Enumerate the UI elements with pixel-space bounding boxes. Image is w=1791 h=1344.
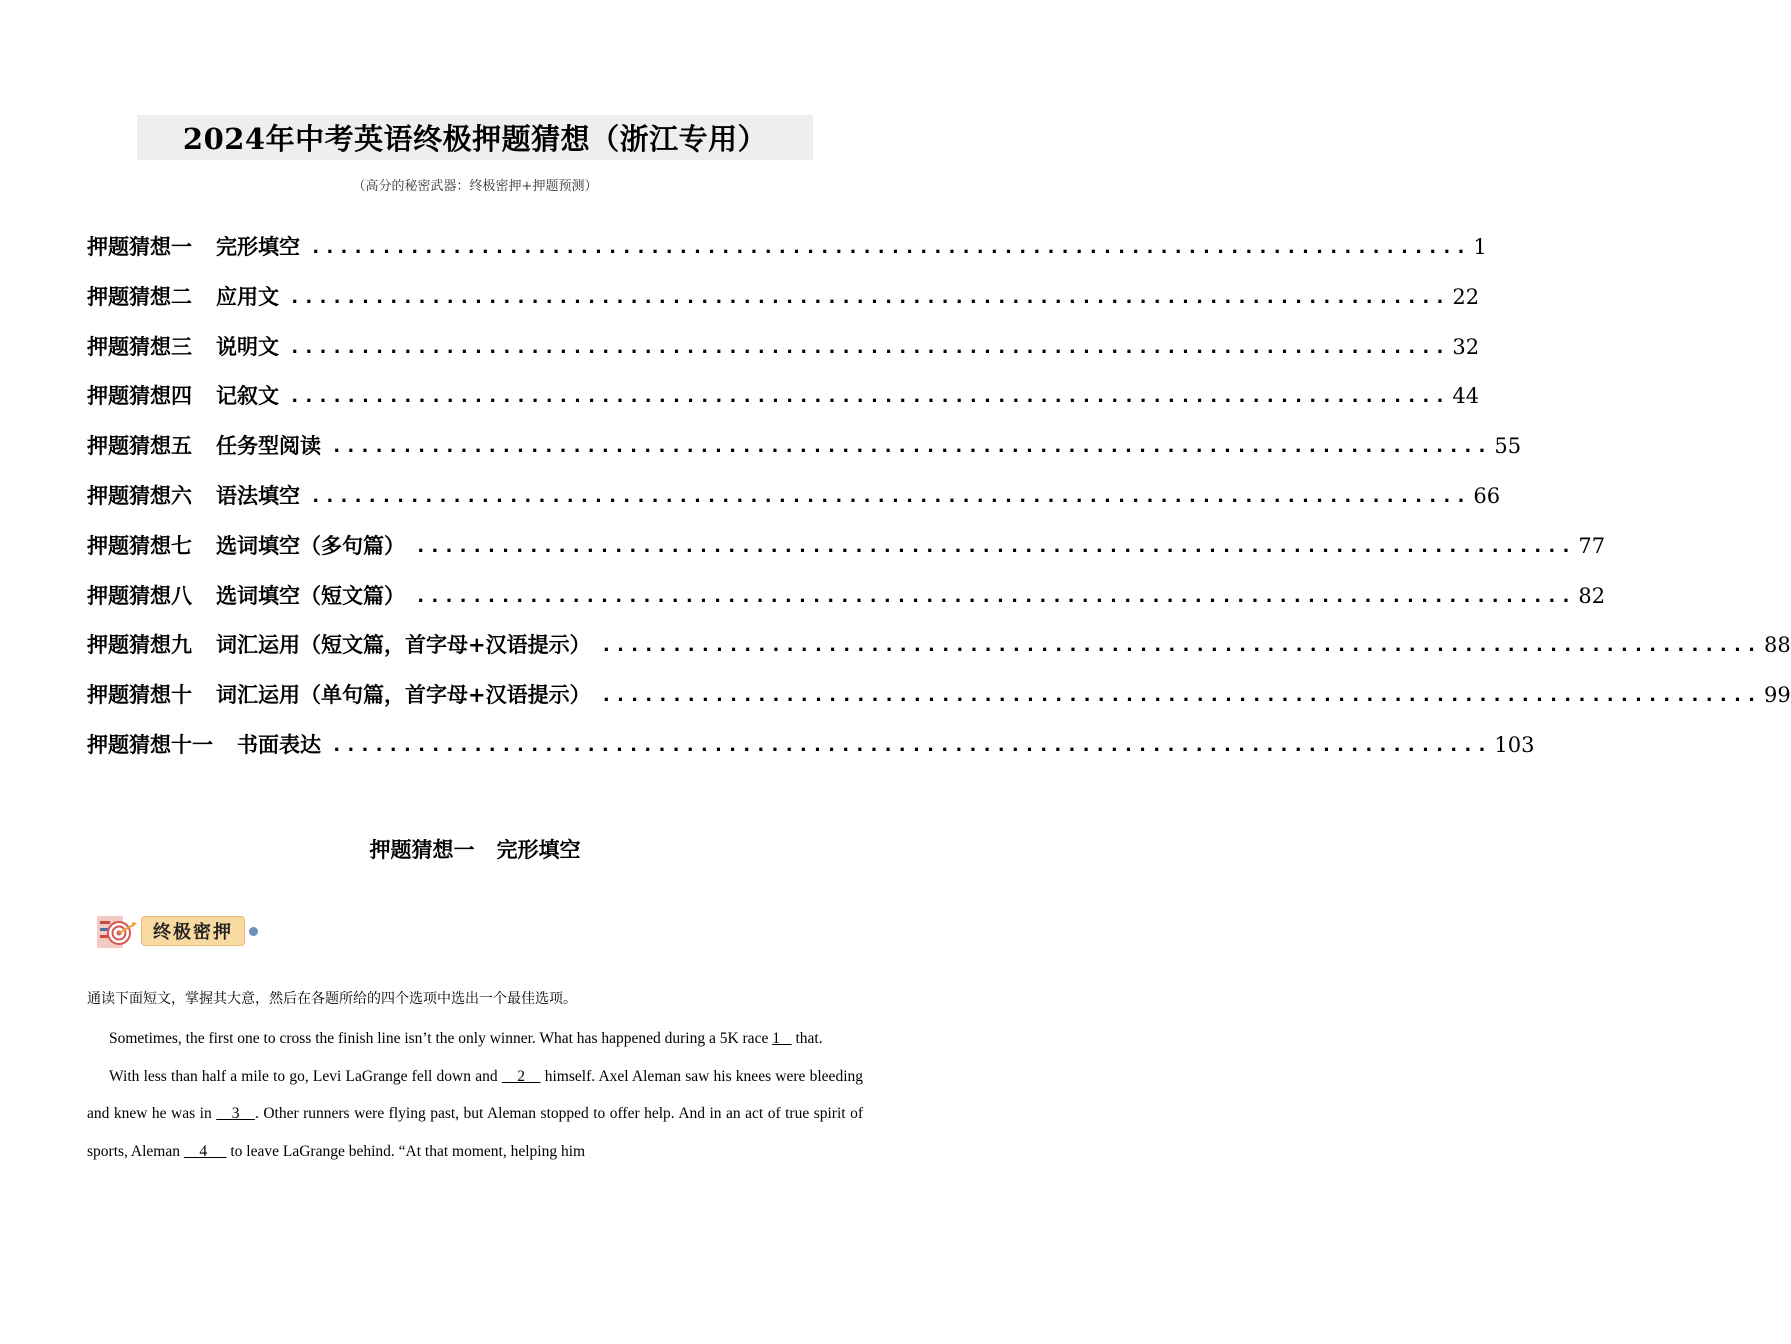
toc-entry-page: 88: [1764, 633, 1791, 658]
toc-entry-label: 押题猜想五: [87, 434, 192, 459]
toc-dot-leader: ..................................................................................: [600, 684, 1761, 707]
toc-entry[interactable]: [87, 529, 1606, 579]
toc-entry[interactable]: [87, 728, 1535, 778]
toc-entry-label: 押题猜想二: [87, 284, 192, 309]
toc-entry-title: 说明文: [216, 334, 279, 359]
toc-entry-title: 词汇运用（短文篇，首字母+汉语提示）: [216, 633, 591, 658]
toc-entry-title: 任务型阅读: [216, 434, 321, 459]
toc-entry[interactable]: [87, 678, 1791, 728]
blank-2: 2: [501, 1067, 541, 1085]
toc-dot-leader: ..................................................................................: [600, 634, 1761, 657]
title-banner: [137, 115, 813, 160]
toc-entry-label: 押题猜想三: [87, 334, 192, 359]
passage-text: to leave LaGrange behind. “At that moment, helping him: [226, 1142, 586, 1160]
passage-text: With less than half a mile to go, Levi LaGrange fell down and: [109, 1067, 502, 1085]
toc-entry[interactable]: [87, 479, 1501, 529]
toc-entry-title: 词汇运用（单句篇，首字母+汉语提示）: [216, 683, 591, 708]
passage-text: himself. Axel Aleman saw his knees were bleeding and knew he was in: [87, 1067, 863, 1122]
toc-entry-label: 押题猜想六: [87, 483, 192, 508]
toc-entry[interactable]: [87, 579, 1606, 629]
toc-entry-label: 押题猜想七: [87, 533, 192, 558]
toc-entry[interactable]: [87, 280, 1480, 330]
toc-dot-leader: ..................................................................................: [331, 435, 1491, 458]
toc-entry-label: 押题猜想十一: [87, 732, 213, 757]
passage-text: that.: [791, 1030, 823, 1047]
passage-paragraph: [87, 1058, 863, 1171]
toc-entry-label: 押题猜想四: [87, 384, 192, 409]
toc-entry-title: 选词填空（多句篇）: [216, 533, 405, 558]
toc-dot-leader: ..................................................................................: [310, 484, 1470, 507]
toc-entry-title: 记叙文: [216, 384, 279, 409]
blank-3: 3: [216, 1105, 255, 1122]
toc-entry-label: 押题猜想一: [87, 235, 192, 259]
badge-dot: [249, 927, 258, 936]
passage-text: Sometimes, the first one to cross the finish line isn’t the only winner. What has happened during a 5K race: [109, 1030, 773, 1047]
section-badge: [95, 913, 259, 951]
target-icon: [95, 913, 141, 951]
toc-entry[interactable]: [87, 230, 1487, 280]
toc-entry-page: 82: [1578, 583, 1606, 608]
toc-entry-page: 66: [1473, 483, 1501, 508]
toc-entry-title: 书面表达: [237, 732, 321, 757]
section-heading: 押题猜想一 完形填空: [369, 838, 581, 862]
blank-4: 4: [183, 1142, 227, 1160]
toc-entry-title: 完形填空: [216, 235, 300, 259]
toc-entry[interactable]: [87, 379, 1480, 429]
toc-entry-page: 103: [1494, 732, 1535, 757]
toc-entry-page: 55: [1494, 434, 1522, 459]
toc-entry[interactable]: [87, 628, 1791, 678]
badge-label: 终极密押: [153, 922, 233, 943]
passage-paragraph: [87, 1020, 863, 1058]
toc-dot-leader: ..................................................................................: [415, 534, 1575, 557]
toc-entry[interactable]: [87, 330, 1480, 380]
toc-entry-page: 77: [1578, 533, 1606, 558]
cloze-passage: [87, 1020, 863, 1170]
blank-1: 1: [772, 1030, 792, 1047]
toc-entry-label: 押题猜想十: [87, 683, 192, 708]
toc-entry-label: 押题猜想九: [87, 633, 192, 658]
toc-entry-page: 22: [1452, 284, 1480, 309]
toc-dot-leader: ..................................................................................: [310, 236, 1470, 258]
document-subtitle: （高分的秘密武器：终极密押+押题预测）: [352, 179, 598, 194]
passage-text: . Other runners were flying past, but Aleman stopped to offer help. And in an act of true spirit of sports, Aleman: [87, 1105, 863, 1160]
toc-entry-title: 应用文: [216, 284, 279, 309]
instruction-text: 通读下面短文，掌握其大意，然后在各题所给的四个选项中选出一个最佳选项。: [87, 991, 577, 1007]
toc-entry-page: 1: [1473, 235, 1487, 259]
table-of-contents: [87, 230, 1791, 778]
toc-entry-label: 押题猜想八: [87, 583, 192, 608]
toc-dot-leader: ..................................................................................: [289, 285, 1449, 308]
toc-entry-page: 99: [1764, 683, 1791, 708]
toc-dot-leader: ..................................................................................: [331, 733, 1491, 756]
toc-entry[interactable]: [87, 429, 1522, 479]
toc-entry-title: 选词填空（短文篇）: [216, 583, 405, 608]
toc-entry-page: 32: [1452, 334, 1480, 359]
toc-dot-leader: ..................................................................................: [289, 335, 1449, 358]
toc-entry-title: 语法填空: [216, 483, 300, 508]
toc-dot-leader: ..................................................................................: [415, 584, 1575, 607]
toc-entry-page: 44: [1452, 384, 1480, 409]
toc-dot-leader: ..................................................................................: [289, 385, 1449, 408]
document-title: 2024年中考英语终极押题猜想（浙江专用）: [182, 122, 768, 156]
badge-label-box: [141, 916, 245, 946]
